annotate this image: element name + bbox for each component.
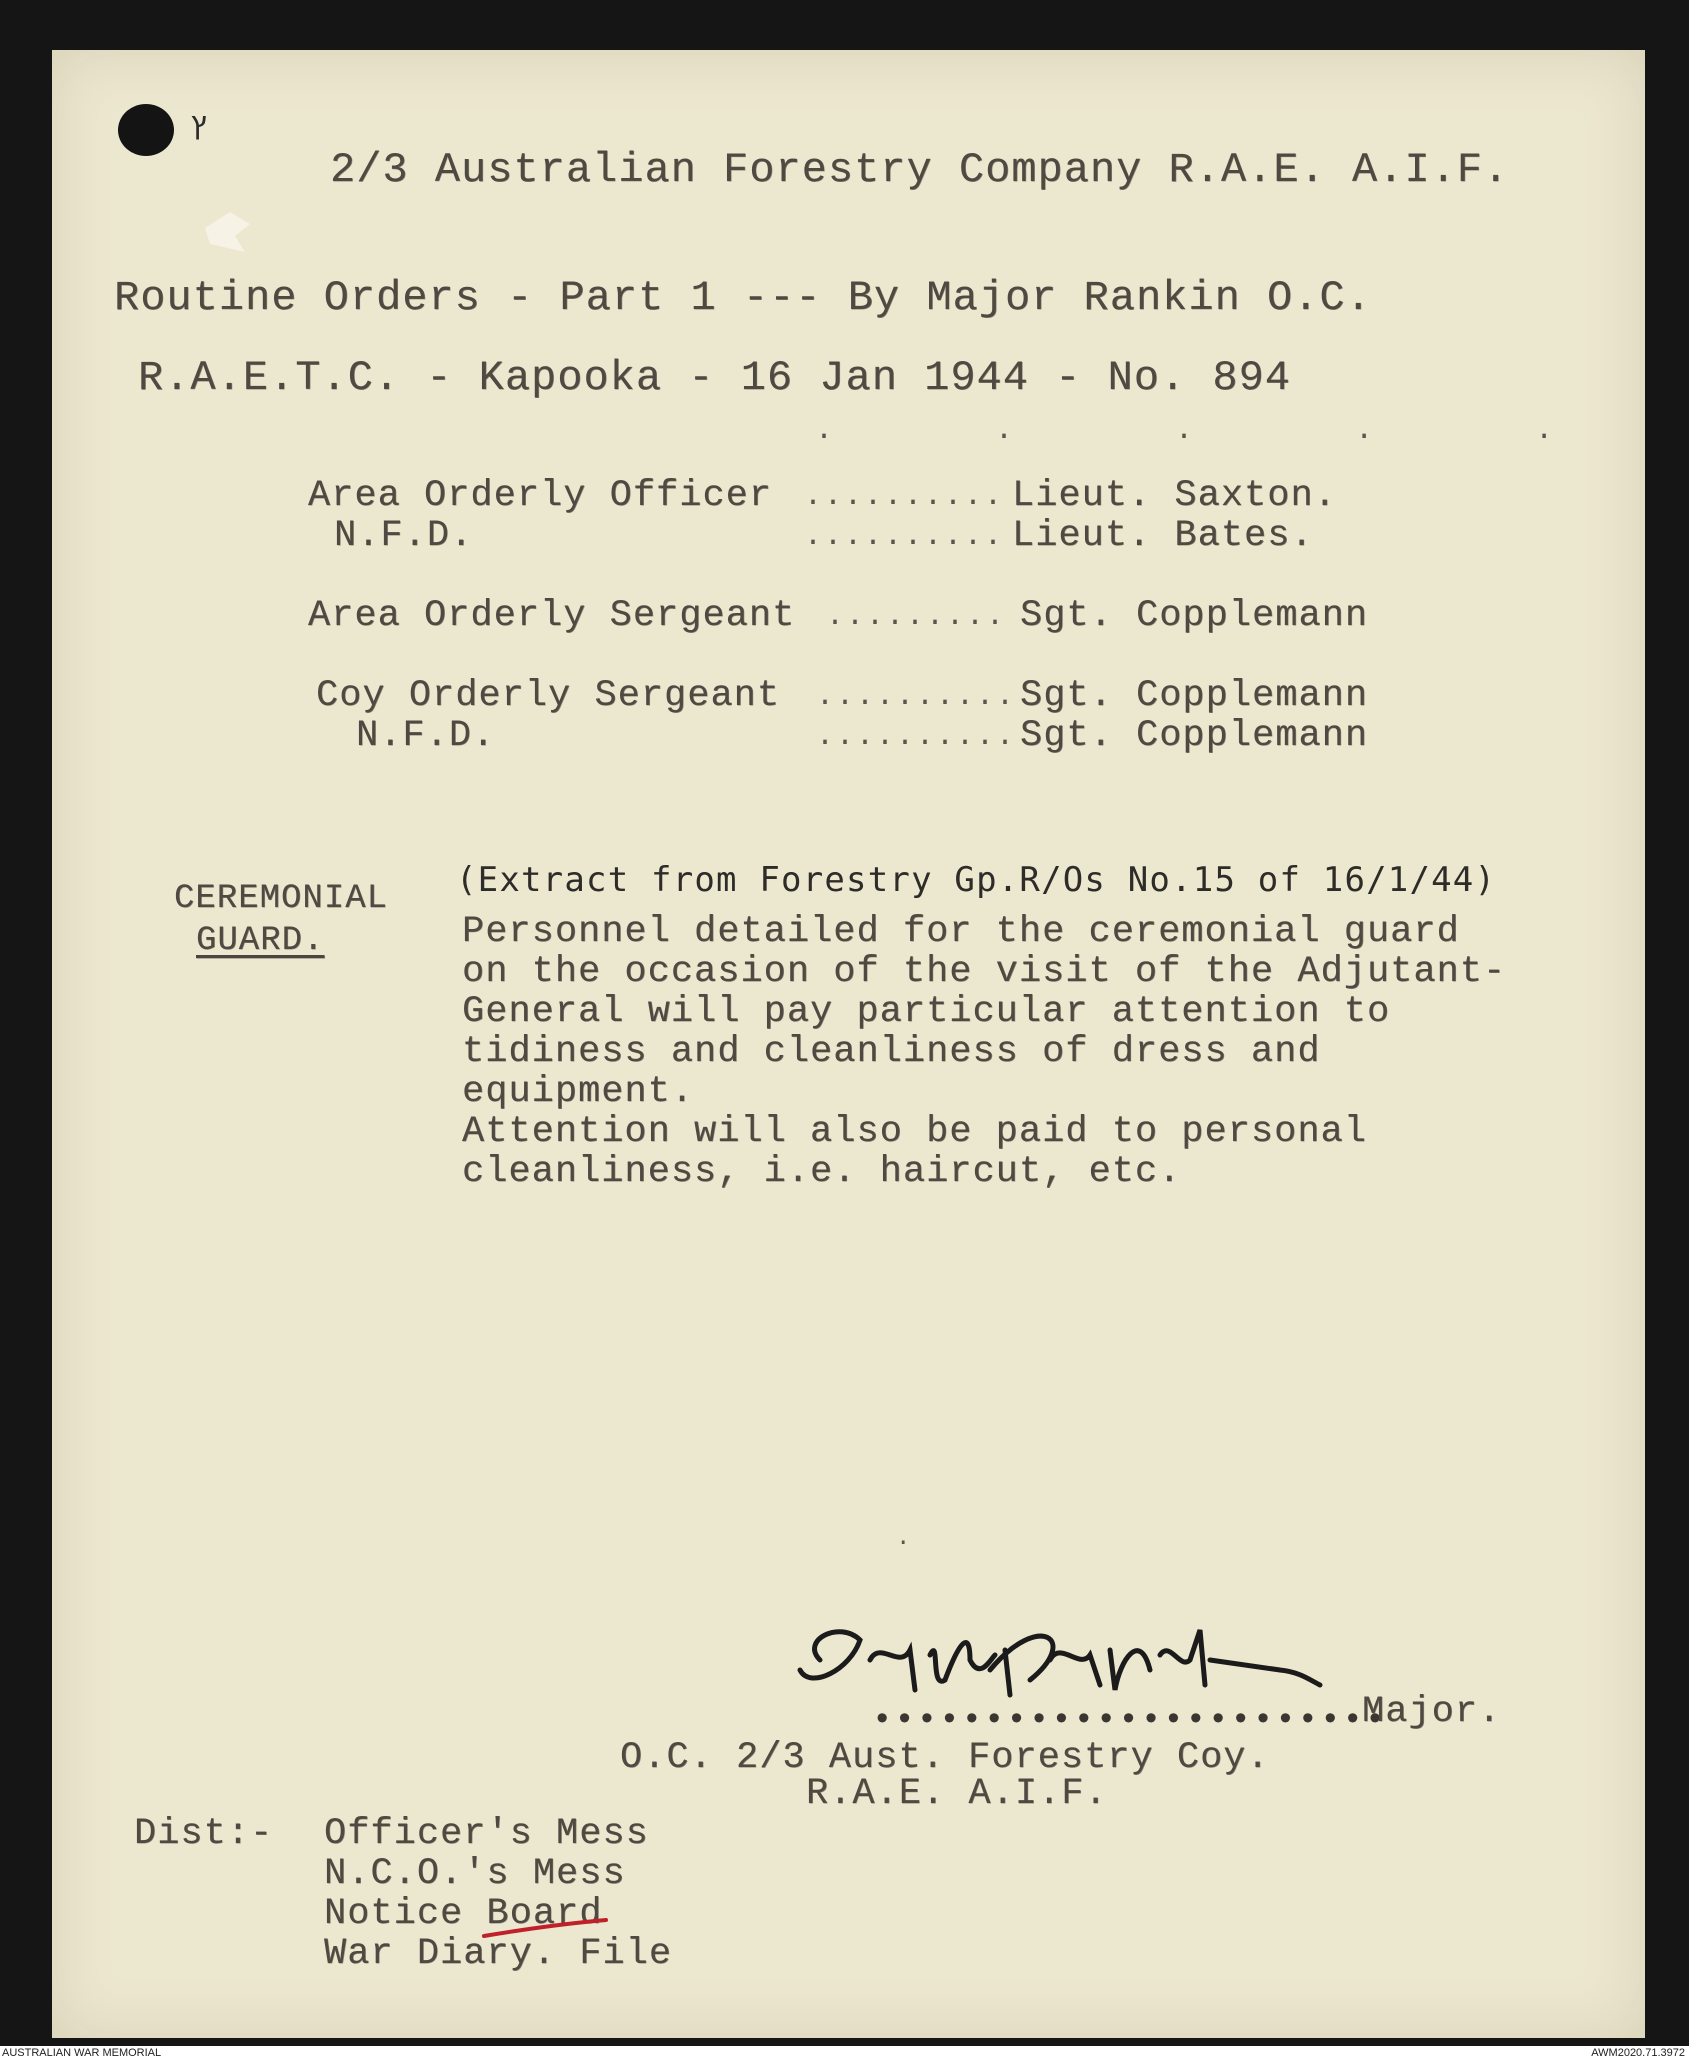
footer-accession: AWM2020.71.3972 bbox=[1591, 2047, 1685, 2059]
item-heading-line1: CEREMONIAL bbox=[174, 880, 389, 918]
signatory-rank: Major. bbox=[1362, 1691, 1502, 1733]
distribution-item: N.C.O.'s Mess bbox=[324, 1853, 626, 1895]
dot-leader: .......... bbox=[804, 480, 1005, 514]
duty-name-2: Lieut. Bates. bbox=[1012, 515, 1314, 557]
duty-name-4: Sgt. Copplemann bbox=[1020, 675, 1369, 717]
item-body-line: on the occasion of the visit of the Adjutant- bbox=[462, 951, 1507, 993]
item-body bbox=[462, 912, 1506, 1192]
distribution-item: Officer's Mess bbox=[324, 1813, 649, 1855]
duty-role-4: Coy Orderly Sergeant bbox=[316, 675, 781, 717]
footer-source: AUSTRALIAN WAR MEMORIAL bbox=[2, 2047, 162, 2059]
dot-leader: .......... bbox=[804, 520, 1005, 554]
distribution-item: Notice Board bbox=[324, 1893, 603, 1935]
item-body-line: tidiness and cleanliness of dress and bbox=[462, 1031, 1321, 1073]
ink-speck: · bbox=[896, 1530, 913, 1557]
red-strikethrough bbox=[480, 1918, 610, 1942]
orders-heading: Routine Orders - Part 1 --- By Major Rankin O.C. bbox=[114, 274, 1372, 322]
punch-hole bbox=[118, 104, 174, 156]
duty-role-2: N.F.D. bbox=[334, 515, 474, 557]
distribution-label: Dist:- bbox=[134, 1813, 274, 1855]
unit-heading: 2/3 Australian Forestry Company R.A.E. A.I.F. bbox=[330, 146, 1510, 194]
item-body-line: General will pay particular attention to bbox=[462, 991, 1391, 1033]
dot-leader: .......... bbox=[816, 720, 1017, 754]
dot-leader: ......... bbox=[826, 600, 1007, 634]
pencil-mark: ץ bbox=[190, 110, 209, 144]
duty-role-3: Area Orderly Sergeant bbox=[308, 595, 796, 637]
dot-leader: .......... bbox=[816, 680, 1017, 714]
distribution-list bbox=[324, 1814, 672, 1974]
dot-row: · · · · · bbox=[815, 420, 1556, 454]
extract-reference: (Extract from Forestry Gp.R/Os No.15 of 16/1/44) bbox=[456, 860, 1497, 900]
item-body-line: Attention will also be paid to personal bbox=[462, 1111, 1367, 1153]
duty-name-3: Sgt. Copplemann bbox=[1020, 595, 1369, 637]
signatory-title-1: O.C. 2/3 Aust. Forestry Coy. bbox=[620, 1737, 1270, 1779]
place-date-heading: R.A.E.T.C. - Kapooka - 16 Jan 1944 - No. 894 bbox=[138, 354, 1291, 402]
signature-line: ••••••••••••••••••••••• bbox=[872, 1702, 1388, 1740]
duty-name-1: Lieut. Saxton. bbox=[1012, 475, 1337, 517]
signatory-title-2: R.A.E. A.I.F. bbox=[806, 1773, 1108, 1815]
duty-name-5: Sgt. Copplemann bbox=[1020, 715, 1369, 757]
item-body-line: cleanliness, i.e. haircut, etc. bbox=[462, 1151, 1182, 1193]
duty-role-5: N.F.D. bbox=[356, 715, 496, 757]
footer-bar bbox=[0, 2046, 1689, 2061]
item-heading-line2: GUARD. bbox=[196, 922, 325, 960]
distribution-item: War Diary. File bbox=[324, 1933, 673, 1975]
item-body-line: Personnel detailed for the ceremonial guard bbox=[462, 911, 1460, 953]
item-body-line: equipment. bbox=[462, 1071, 695, 1113]
duty-role-1: Area Orderly Officer bbox=[308, 475, 773, 517]
